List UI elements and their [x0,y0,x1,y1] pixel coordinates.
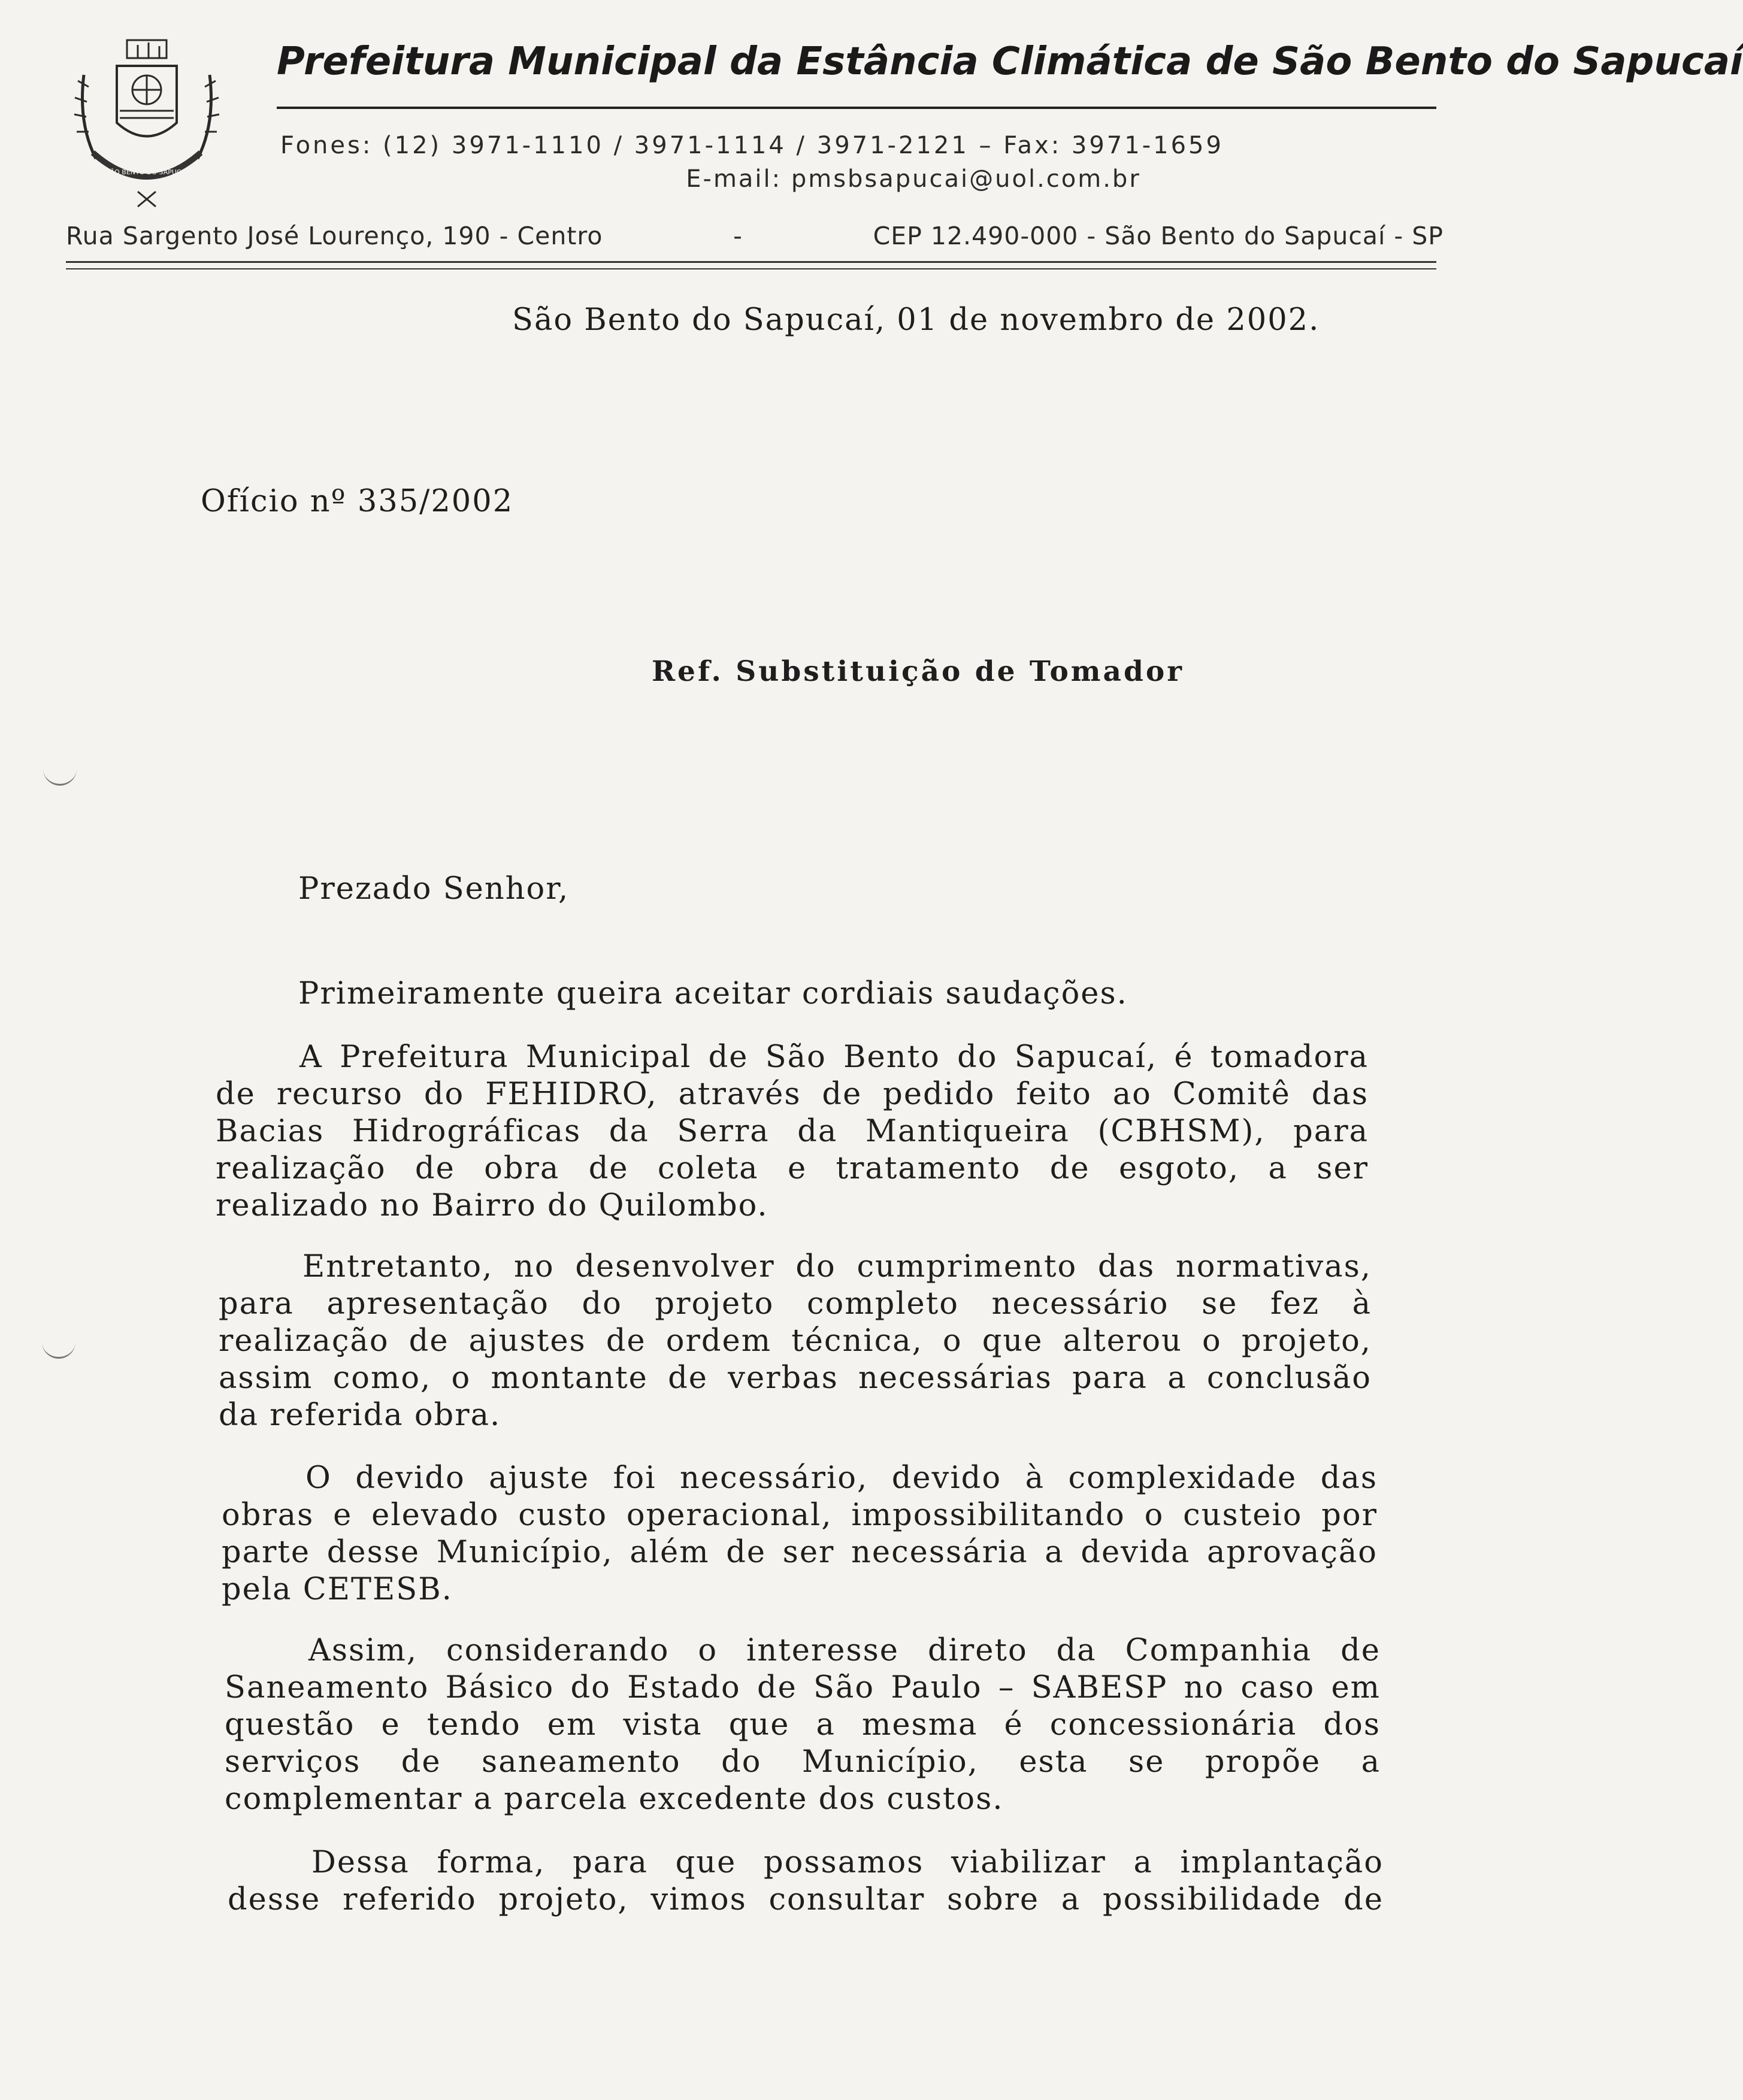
crest-banner-text: SÃO BENTO DO SAPUCAÍ [105,168,188,176]
header-rule-bottom [66,268,1436,269]
paragraph-line: obras e elevado custo operacional, impossibilitando o custeio por [222,1498,1378,1533]
paragraph-line: questão e tendo em vista que a mesma é concessionária dos [225,1707,1381,1743]
paragraph-line: realização de obra de coleta e tratamento de esgoto, a ser [216,1151,1369,1186]
salutation: Prezado Senhor, [298,871,570,907]
paragraph-2 [219,1249,1372,1434]
email-line: E-mail: pmsbsapucai@uol.com.br [686,165,1141,193]
paragraph-line: realização de ajustes de ordem técnica, o que alterou o projeto, [219,1323,1372,1359]
paragraph-4 [225,1632,1381,1818]
oficio-number: Ofício nº 335/2002 [201,484,514,519]
paragraph-line: O devido ajuste foi necessário, devido à complexidade das [305,1460,1378,1496]
address-line [66,222,1444,250]
paragraph-line: realizado no Bairro do Quilombo. [216,1188,768,1223]
paragraph-line: da referida obra. [219,1398,501,1433]
title-rule [277,107,1436,109]
paragraph-line: Assim, considerando o interesse direto da Companhia de [308,1633,1381,1668]
paragraph-line: para apresentação do projeto completo necessário se fez à [219,1286,1372,1322]
punch-hole-mark [42,1337,75,1359]
paragraph-line: desse referido projeto, vimos consultar sobre a possibilidade de [228,1882,1384,1917]
paragraph-line: Saneamento Básico do Estado de São Paulo – SABESP no caso em [225,1670,1381,1705]
paragraph-line: pela CETESB. [222,1572,453,1607]
address-street: Rua Sargento José Lourenço, 190 - Centro [66,222,603,250]
paragraph-line: Entretanto, no desenvolver do cumprimento das normativas, [302,1249,1372,1284]
paragraph-3 [222,1460,1378,1608]
paragraph-line: serviços de saneamento do Município, esta se propõe a [225,1744,1381,1780]
reference-line: Ref. Substituição de Tomador [652,655,1184,688]
address-cep-city: CEP 12.490-000 - São Bento do Sapucaí - SP [873,222,1444,250]
paragraph-line: complementar a parcela excedente dos custos. [225,1781,1004,1817]
paragraph-1 [216,1039,1369,1225]
org-title: Prefeitura Municipal da Estância Climática de São Bento do Sapucaí [277,40,1743,84]
paragraph-line: assim como, o montante de verbas necessárias para a conclusão [219,1360,1372,1396]
paragraph-5 [228,1844,1384,1919]
phone-fax-line: Fones: (12) 3971-1110 / 3971-1114 / 3971-2121 – Fax: 3971-1659 [280,132,1224,159]
punch-hole-mark [43,763,77,786]
paragraph-line: A Prefeitura Municipal de São Bento do Sapucaí, é tomadora [299,1040,1369,1075]
paragraph-line: de recurso do FEHIDRO, através de pedido feito ao Comitê das [216,1077,1369,1112]
letter-date: São Bento do Sapucaí, 01 de novembro de 2002. [512,302,1320,338]
address-separator: - [733,222,743,250]
header-rule-top [66,261,1436,263]
paragraph-line: Dessa forma, para que possamos viabilizar a implantação [311,1845,1384,1880]
greeting: Primeiramente queira aceitar cordiais saudações. [298,976,1128,1011]
paragraph-line: parte desse Município, além de ser necessária a devida aprovação [222,1535,1378,1570]
paragraph-line: Bacias Hidrográficas da Serra da Mantiqueira (CBHSM), para [216,1114,1369,1149]
